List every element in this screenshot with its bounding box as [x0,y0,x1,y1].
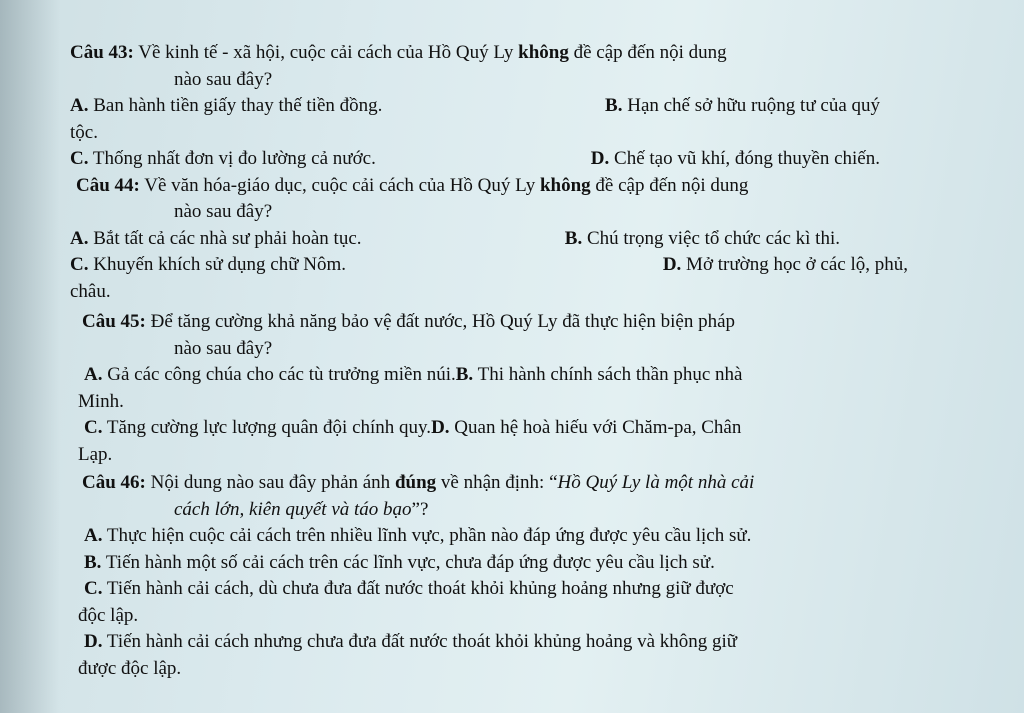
option-text: Ban hành tiền giấy thay thế tiền đồng. [93,95,383,116]
option-text: Chế tạo vũ khí, đóng thuyền chiến. [614,148,880,169]
option-label: A. [84,525,103,546]
question-43 [70,40,920,173]
option-text: Chú trọng việc tổ chức các kì thi. [586,227,840,249]
option-a [70,226,362,253]
option-a [84,364,456,385]
question-45-stem-cont: nào sau đây? [174,337,273,359]
question-text: đề cập đến nội dung [590,174,749,196]
question-text: ”? [411,498,429,520]
question-44-stem [70,173,920,200]
option-text: Thực hiện cuộc cải cách trên nhiều lĩnh vực, phần nào đáp ứng được yêu cầu lịch sử. [106,525,752,546]
option-text: Mở trường học ở các lộ, phủ, [686,254,908,275]
question-text: về nhận định: “ [436,472,558,493]
question-43-stem-cont: nào sau đây? [174,68,273,90]
question-46 [70,470,920,682]
option-label: D. [84,631,103,652]
question-44 [70,173,920,306]
question-45 [70,309,920,468]
question-text: Về kinh tế - xã hội, cuộc cải cách của Hồ Quý Ly [133,42,519,63]
option-b-cont: tộc. [70,121,98,143]
option-label: A. [84,364,103,385]
options-row [70,362,920,389]
question-number: Câu 45: [82,311,146,332]
option-b [70,550,920,577]
option-text: Tiến hành cải cách nhưng chưa đưa đất nước thoát khỏi khủng hoảng và không giữ [106,631,738,652]
option-text: Tiến hành một số cải cách trên các lĩnh vực, chưa đáp ứng được yêu cầu lịch sử. [105,551,715,573]
option-text: Khuyến khích sử dụng chữ Nôm. [93,254,347,275]
option-c [70,252,346,279]
option-c [70,576,920,603]
option-label: D. [662,254,682,275]
question-text: Về văn hóa-giáo dục, cuộc cải cách của Hồ Quý Ly [139,174,540,196]
option-b [565,226,840,253]
option-label: A. [70,95,89,116]
emphasis-text: đúng [394,472,437,493]
question-number: Câu 43: [70,42,134,63]
question-43-stem [70,40,920,67]
option-c [70,146,376,173]
option-text: Tăng cường lực lượng quân đội chính quy. [106,417,432,438]
option-d [663,252,908,279]
question-46-stem [70,470,920,497]
question-number: Câu 46: [82,472,146,493]
option-label: D. [590,148,610,169]
option-d [431,417,741,438]
option-a [70,93,382,120]
option-label: C. [70,148,89,169]
option-d-cont: Lạp. [78,443,113,465]
option-label: B. [455,364,474,385]
option-label: B. [84,551,102,573]
question-45-stem [70,309,920,336]
option-b [605,93,880,120]
option-label: A. [70,227,89,249]
page-shadow [0,0,60,713]
option-d-cont: được độc lập. [78,657,182,679]
option-text: Hạn chế sở hữu ruộng tư của quý [627,95,880,116]
question-text: đề cập đến nội dung [568,42,727,63]
option-label: C. [70,254,89,275]
option-text: Tiến hành cải cách, dù chưa đưa đất nước thoát khỏi khủng hoảng nhưng giữ được [106,578,734,599]
options-row [70,146,920,173]
option-c [84,417,431,438]
question-44-stem-cont: nào sau đây? [174,201,273,222]
option-b-cont: Minh. [78,390,124,412]
quote-text: cách lớn, kiên quyết và táo bạo [174,498,412,520]
quote-text: Hồ Quý Ly là một nhà cải [557,472,755,493]
option-b [456,364,743,385]
options-row [70,226,920,253]
option-label: C. [84,578,103,599]
option-text: Bắt tất cả các nhà sư phải hoàn tục. [93,227,362,249]
options-row [70,252,920,279]
question-text: Để tăng cường khả năng bảo vệ đất nước, Hồ Quý Ly đã thực hiện biện pháp [145,311,736,332]
question-46-stem-cont [70,497,920,524]
option-label: D. [431,417,450,438]
emphasis-text: không [539,174,591,196]
worksheet [70,40,920,682]
options-row [70,415,920,442]
option-text: Thống nhất đơn vị đo lường cả nước. [92,148,376,169]
options-row [70,93,920,120]
option-a [70,523,920,550]
option-text: Gả các công chúa cho các tù trưởng miền núi. [107,364,456,385]
option-d [591,146,880,173]
question-text: Nội dung nào sau đây phản ánh [145,472,395,493]
option-d-cont: châu. [70,280,111,302]
option-label: B. [605,95,623,116]
option-text: Quan hệ hoà hiếu với Chăm-pa, Chân [454,417,742,438]
option-label: C. [84,417,103,438]
question-number: Câu 44: [76,174,140,196]
option-d [70,629,920,656]
emphasis-text: không [518,42,569,63]
option-label: B. [564,227,583,249]
option-text: Thi hành chính sách thần phục nhà [477,364,743,385]
option-c-cont: độc lập. [78,604,139,626]
